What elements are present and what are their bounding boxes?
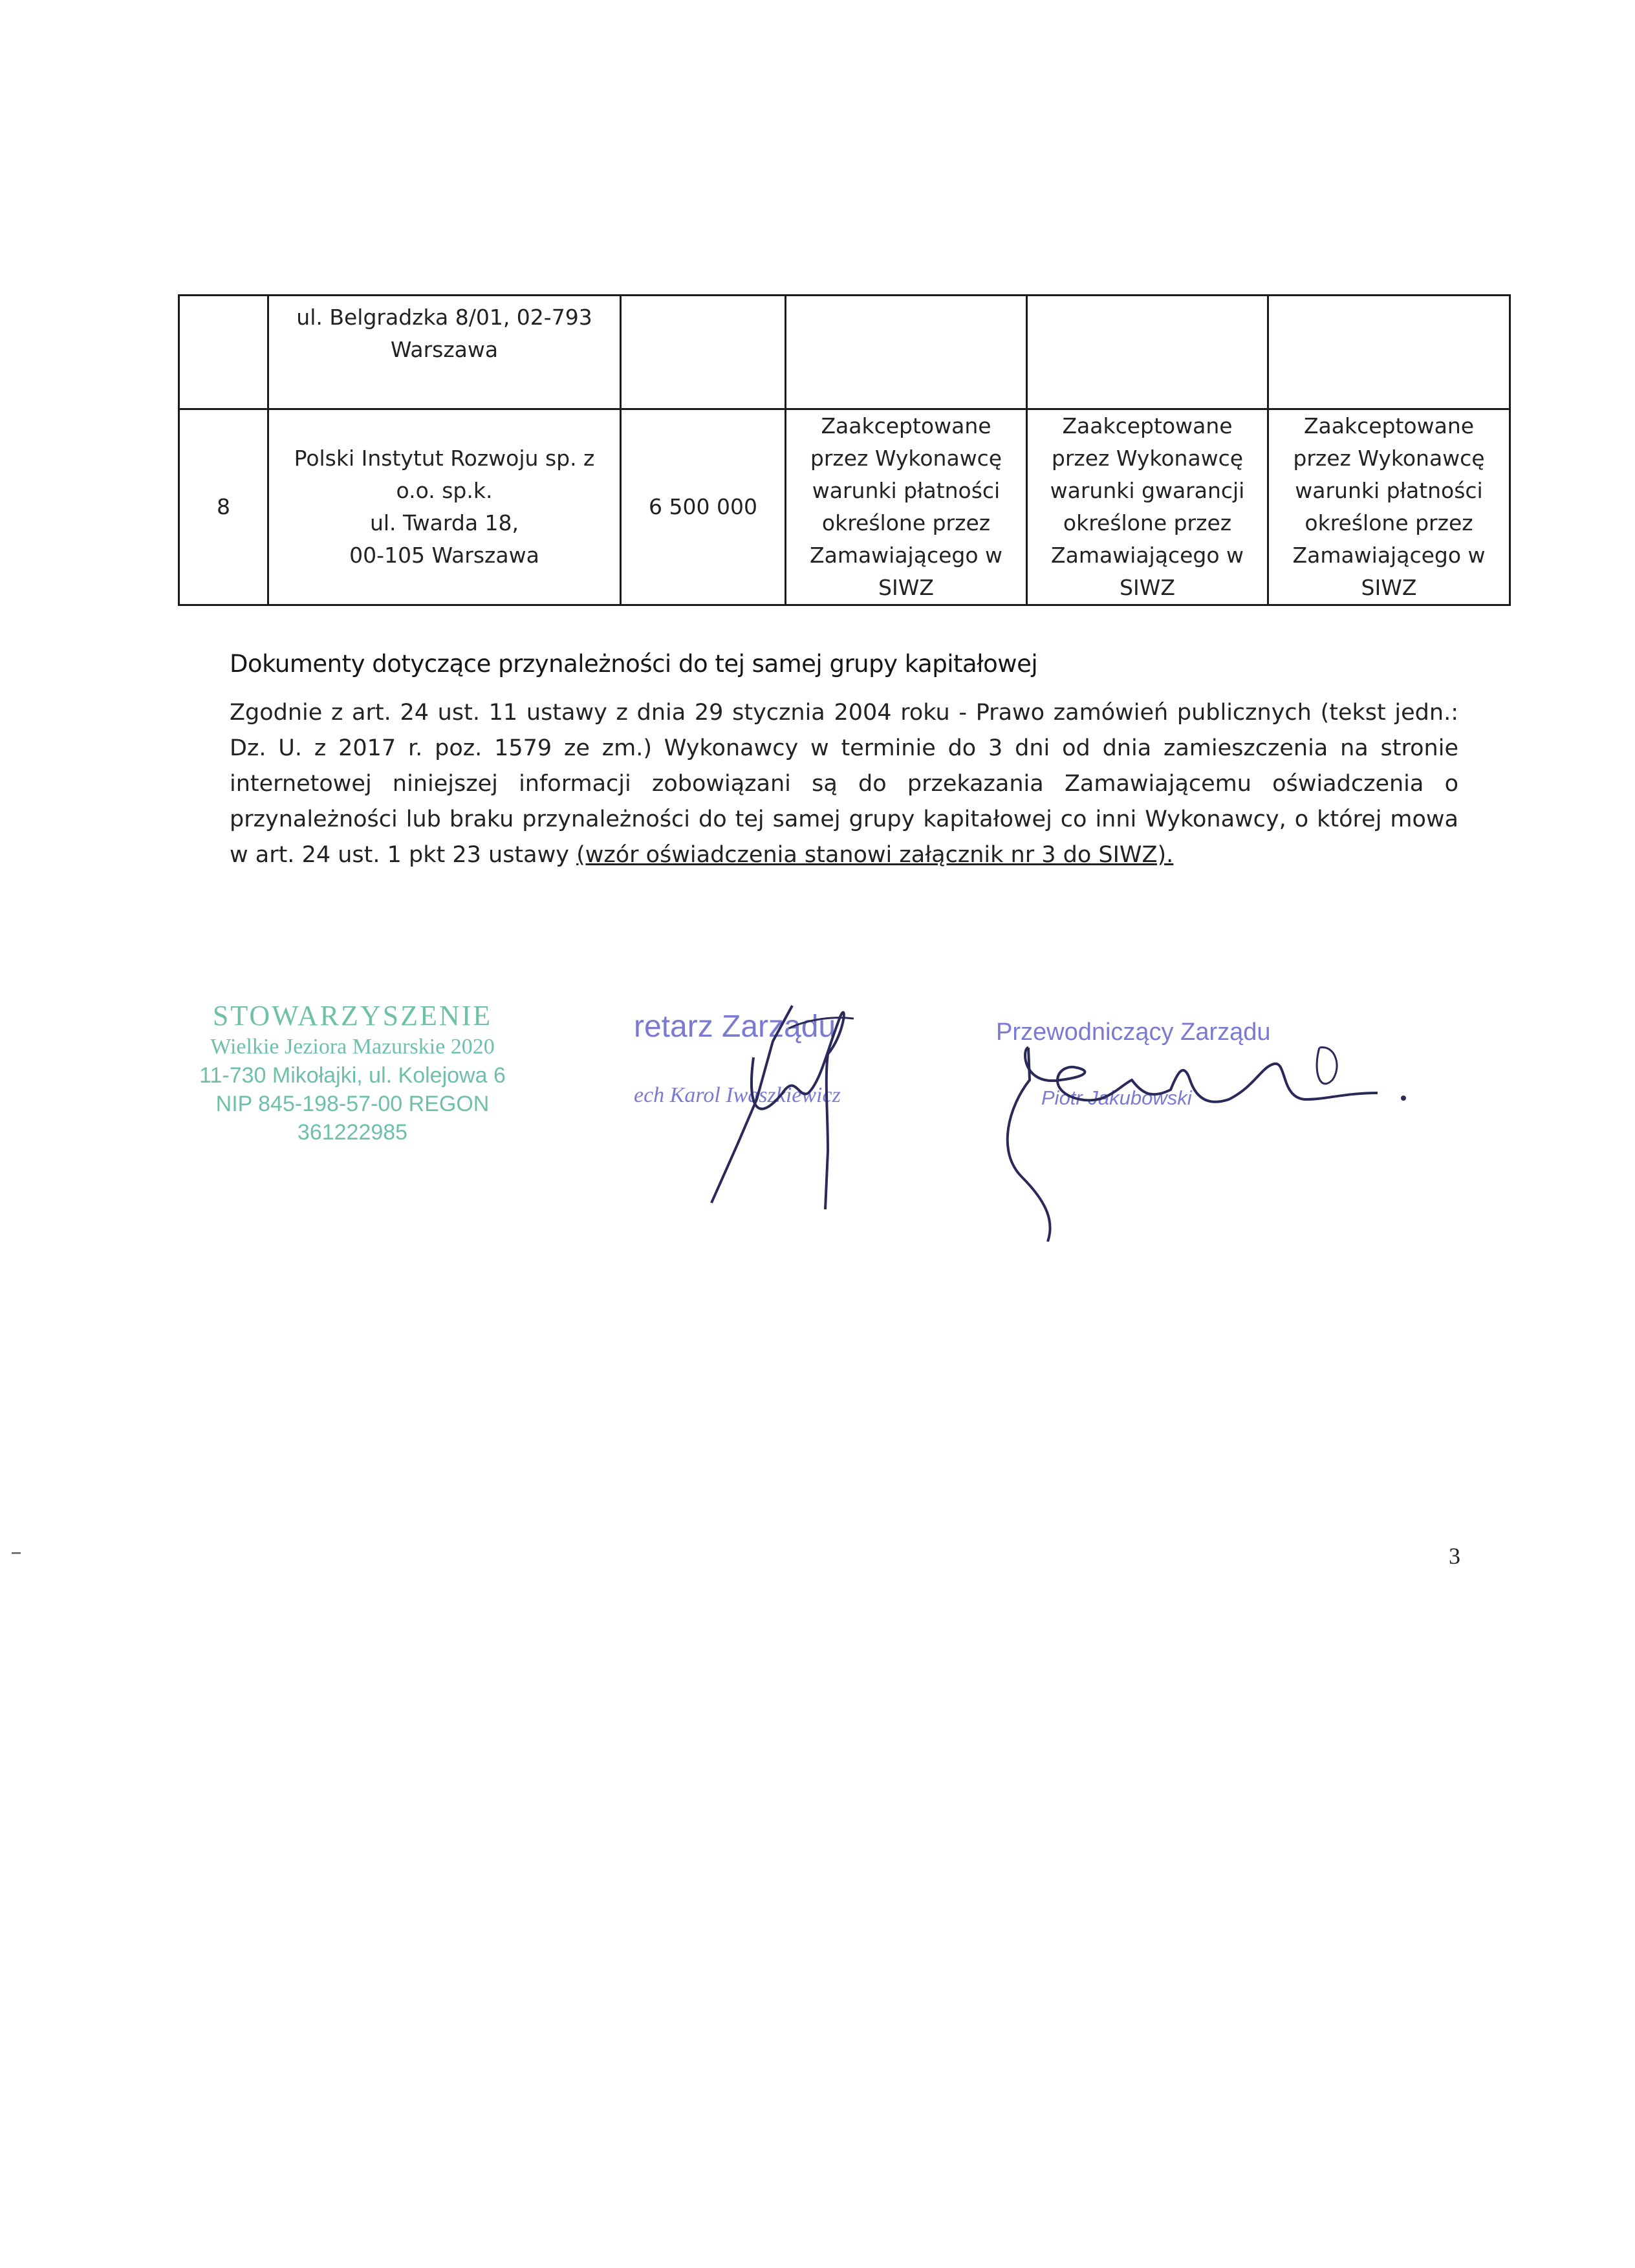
terms-line: Zamawiającego w bbox=[809, 543, 1003, 568]
terms-line: przez Wykonawcę bbox=[1051, 446, 1244, 471]
stamp-line: NIP 845-198-57-00 REGON 361222985 bbox=[215, 1092, 490, 1145]
signature-block-right bbox=[983, 1009, 1423, 1242]
terms-line: warunki płatności bbox=[812, 478, 1001, 503]
paragraph-underlined-text: (wzór oświadczenia stanowi załącznik nr 3 do SIWZ). bbox=[576, 842, 1174, 868]
scan-mark bbox=[12, 1552, 21, 1554]
terms-line: Zamawiającego w bbox=[1292, 543, 1486, 568]
signature-title: Przewodniczący Zarządu bbox=[996, 1019, 1271, 1046]
terms-line: określone przez bbox=[1305, 510, 1473, 535]
association-stamp bbox=[165, 999, 540, 1147]
contractor-line: o.o. sp.k. bbox=[396, 478, 493, 503]
paragraph-text: Zgodnie z art. 24 ust. 11 ustawy z dnia 29 stycznia 2004 roku - Prawo zamówień publicznych (tekst jedn.: Dz. U. z 2017 r. poz. 1579 ze zm.) Wykonawcy w terminie do 3 dni od dnia zamieszczenia na stronie internetowej niniejszej informacji zobowiązani są do przekazania Zamawiającemu oświadczenia o przynależności lub braku przynależności do tej samej grupy kapitałowej co inni Wykonawcy, o której mowa w art. 24 ust. 1 pkt 23 ustawy bbox=[230, 700, 1458, 868]
page-number: 3 bbox=[1449, 1543, 1460, 1569]
stamp-line: STOWARZYSZENIE bbox=[212, 1000, 493, 1031]
terms-line: Zaakceptowane bbox=[1062, 413, 1233, 438]
table-cell-warranty bbox=[1027, 409, 1268, 605]
terms-line: Zaakceptowane bbox=[821, 413, 991, 438]
table-cell-number bbox=[179, 296, 268, 409]
table-cell-payment bbox=[786, 409, 1027, 605]
table-cell-payment-2 bbox=[1268, 296, 1510, 409]
handwritten-signature-left bbox=[634, 996, 918, 1229]
handwritten-signature-right bbox=[983, 1009, 1423, 1242]
terms-line: warunki gwarancji bbox=[1050, 478, 1245, 503]
stamp-line: Wielkie Jeziora Mazurskie 2020 bbox=[210, 1035, 495, 1059]
table-cell-payment-2 bbox=[1268, 409, 1510, 605]
table-row bbox=[179, 409, 1510, 605]
table-cell-contractor bbox=[268, 296, 621, 409]
table-row bbox=[179, 296, 1510, 409]
terms-line: Zamawiającego w bbox=[1050, 543, 1244, 568]
table-cell-price bbox=[621, 296, 786, 409]
section-paragraph bbox=[230, 695, 1458, 873]
signature-block-left bbox=[634, 996, 918, 1229]
terms-line: określone przez bbox=[1063, 510, 1232, 535]
address-line: ul. Belgradzka 8/01, 02-793 bbox=[296, 305, 592, 330]
terms-line: określone przez bbox=[821, 510, 991, 535]
signature-title: retarz Zarządu bbox=[634, 1010, 836, 1044]
section-heading: Dokumenty dotyczące przynależności do tej samej grupy kapitałowej bbox=[230, 650, 1038, 678]
terms-line: przez Wykonawcę bbox=[1293, 446, 1485, 471]
terms-line: SIWZ bbox=[878, 575, 934, 600]
signature-name: Piotr Jakubowski bbox=[1041, 1086, 1192, 1109]
table-cell-number: 8 bbox=[179, 409, 268, 605]
terms-line: przez Wykonawcę bbox=[810, 446, 1002, 471]
table-cell-payment bbox=[786, 296, 1027, 409]
signature-name: ech Karol Iwaszkiewicz bbox=[634, 1083, 841, 1107]
table-cell-warranty bbox=[1027, 296, 1268, 409]
contractor-line: 00-105 Warszawa bbox=[349, 543, 539, 568]
contractor-line: Polski Instytut Rozwoju sp. z bbox=[294, 446, 595, 471]
offers-table bbox=[178, 294, 1511, 606]
stamp-line: 11-730 Mikołajki, ul. Kolejowa 6 bbox=[199, 1063, 506, 1088]
contractor-line: ul. Twarda 18, bbox=[369, 510, 519, 535]
table-cell-price: 6 500 000 bbox=[621, 409, 786, 605]
terms-line: SIWZ bbox=[1120, 575, 1175, 600]
address-line: Warszawa bbox=[390, 337, 499, 362]
terms-line: Zaakceptowane bbox=[1303, 413, 1475, 438]
table-cell-contractor bbox=[268, 409, 621, 605]
terms-line: warunki płatności bbox=[1295, 478, 1483, 503]
terms-line: SIWZ bbox=[1361, 575, 1417, 600]
